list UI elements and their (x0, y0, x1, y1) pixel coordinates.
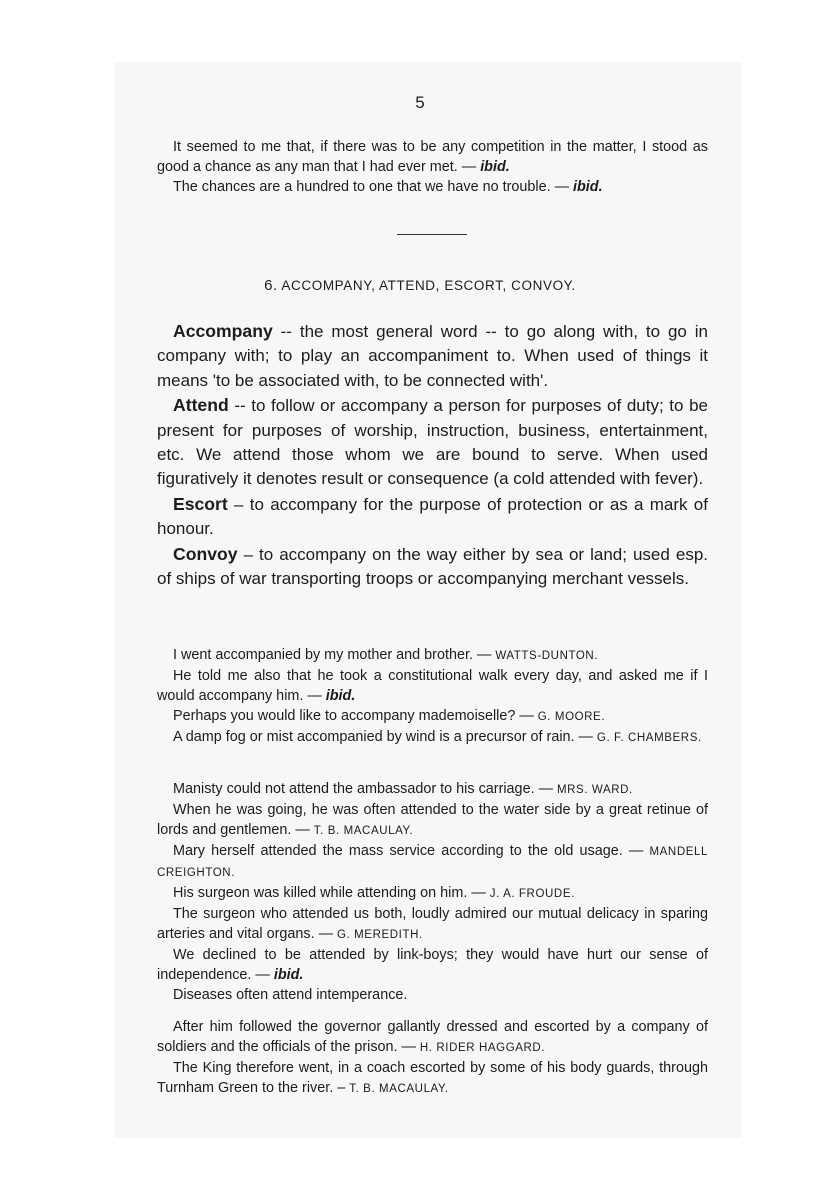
intro-quotes (157, 137, 708, 197)
section-divider (397, 234, 467, 235)
quote-source: ibid. (273, 967, 304, 983)
definition-term: Convoy (173, 543, 238, 564)
quote-source: G. F. CHAMBERS. (596, 732, 702, 744)
quote-source: MRS. WARD. (556, 784, 633, 796)
definition-term: Escort (173, 493, 228, 514)
quote-source: T. B. MACAULAY. (313, 825, 414, 837)
quote-source: MANDELL CREIGHTON. (157, 846, 709, 879)
definition (157, 542, 708, 592)
page-number: 5 (415, 93, 425, 112)
quote-text: It seemed to me that, if there was to be any competition in the matter, I stood as good a chance as any man that I had ever met. — (157, 139, 708, 175)
quote (157, 666, 708, 706)
quote-source: T. B. MACAULAY. (349, 1083, 449, 1095)
definition-term: Attend (173, 395, 229, 416)
quote-text: The King therefore went, in a coach escorted by some of his body guards, through Turnham Green to the river. – (157, 1060, 708, 1096)
definition-text: -- to follow or accompany a person for purposes of duty; to be present for purposes of worship, instruction, business, entertainment, etc. We attend those whom we are bound to serve. When used figuratively it denotes result or consequence (a cold attended with fever). (157, 396, 708, 489)
quote (157, 727, 708, 748)
quote (157, 137, 708, 177)
escort-quotes (157, 1017, 708, 1099)
quote-text: His surgeon was killed while attending on him. — (173, 885, 486, 901)
section-title: ACCOMPANY, ATTEND, ESCORT, CONVOY. (281, 278, 576, 293)
quote-text: Diseases often attend intemperance. (173, 987, 408, 1003)
quote-source: WATTS-DUNTON. (495, 650, 599, 662)
quote (157, 904, 708, 945)
section-number: 6. (264, 277, 278, 294)
quote (157, 779, 708, 800)
section-heading (0, 277, 840, 294)
quote-source: ibid. (480, 159, 510, 175)
quote-source: G. MEREDITH. (336, 929, 423, 941)
quote-text: We declined to be attended by link-boys; they would have hurt our sense of independence. — (157, 947, 708, 983)
quote (157, 1058, 708, 1099)
definition (157, 492, 708, 542)
quote-text: He told me also that he took a constitutional walk every day, and asked me if I would accompany him. — (157, 668, 708, 704)
quote (157, 645, 708, 666)
definition-text: – to accompany for the purpose of protection or as a mark of honour. (157, 494, 708, 539)
quote-source: ibid. (573, 179, 603, 195)
quote-text: Manisty could not attend the ambassador to his carriage. — (173, 781, 553, 797)
definition-term: Accompany (173, 321, 273, 341)
quote-text: Mary herself attended the mass service according to the old usage. — (173, 843, 644, 859)
definition-text: – to accompany on the way either by sea or land; used esp. of ships of war transporting troops or accompanying merchant vessels. (157, 544, 708, 589)
definition-text: -- the most general word -- to go along with, to go in company with; to play an accompaniment to. When used of things it means 'to be associated with, to be connected with'. (157, 322, 708, 390)
quote (157, 800, 708, 841)
quote (157, 706, 708, 727)
quote-source: J. A. FROUDE. (489, 888, 575, 900)
quote (157, 985, 708, 1005)
quote (157, 177, 708, 197)
definition (157, 319, 708, 393)
attend-quotes (157, 779, 708, 1005)
quote (157, 883, 708, 904)
quote-text: The surgeon who attended us both, loudly admired our mutual delicacy in sparing arteries and vital organs. — (157, 906, 708, 942)
quote-source: ibid. (325, 688, 356, 704)
quote (157, 1017, 708, 1058)
quote-text: A damp fog or mist accompanied by wind is a precursor of rain. — (173, 729, 593, 745)
definitions (157, 319, 708, 591)
quote-text: I went accompanied by my mother and brother. — (173, 647, 492, 663)
quote-text: When he was going, he was often attended to the water side by a great retinue of lords and gentlemen. — (157, 802, 708, 838)
quote-text: Perhaps you would like to accompany mademoiselle? — (173, 708, 534, 724)
quote-source: H. RIDER HAGGARD. (419, 1042, 546, 1054)
quote-source: G. MOORE. (537, 711, 606, 723)
quote-text: The chances are a hundred to one that we have no trouble. — (173, 179, 570, 195)
quote-text: After him followed the governor gallantly dressed and escorted by a company of soldiers and the officials of the prison. — (157, 1019, 708, 1055)
quote (157, 841, 708, 883)
accompany-quotes (157, 645, 708, 748)
definition (157, 393, 708, 492)
quote (157, 945, 708, 985)
